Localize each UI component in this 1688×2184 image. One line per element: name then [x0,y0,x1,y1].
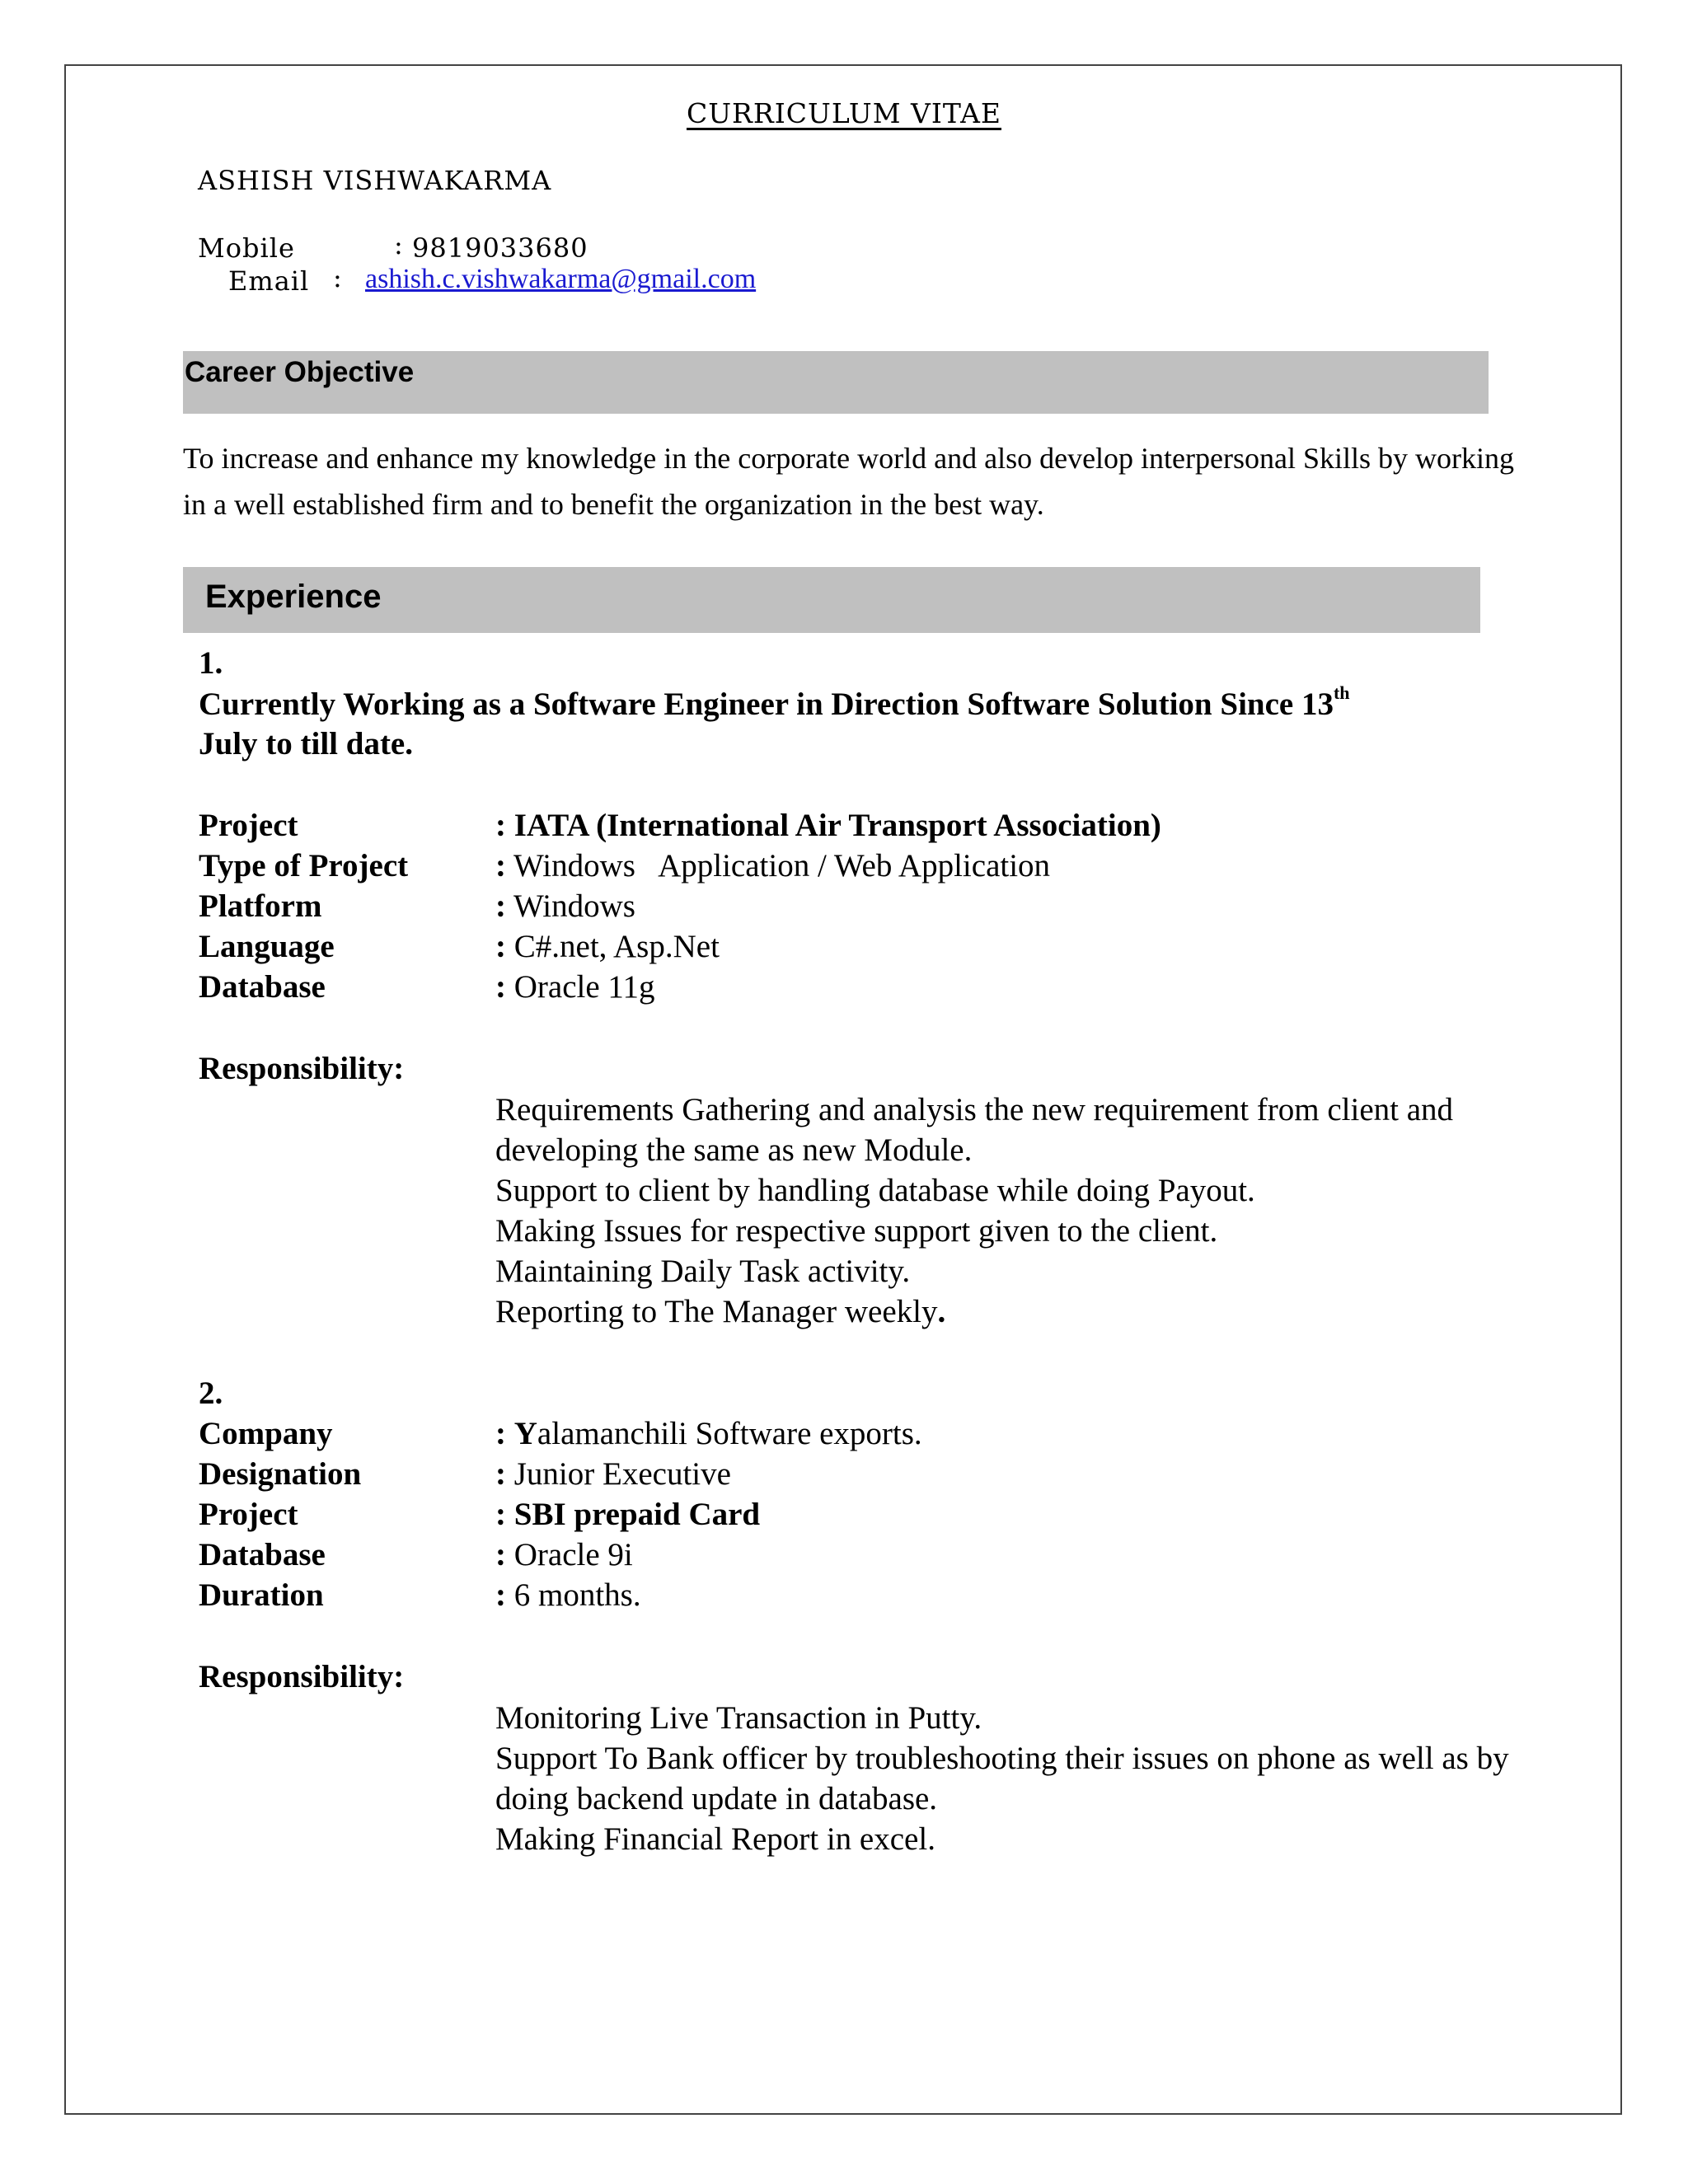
responsibility-item: Making Financial Report in excel. [495,1821,935,1857]
email-separator: : [333,262,343,293]
job1-language-value [495,928,720,965]
job2-duration-label: Duration [199,1577,324,1613]
responsibility-item: Support to client by handling database while doing Payout. [495,1173,1255,1208]
job2-company-value [495,1415,922,1452]
job1-database-value [495,968,654,1005]
job1-responsibility-label: Responsibility: [199,1051,405,1086]
field-colon: : [495,969,506,1005]
field-colon: : [495,929,506,964]
career-objective-header-bar [183,351,1489,414]
job2-responsibility-label: Responsibility: [199,1659,405,1694]
responsibility-item: developing the same as new Module. [495,1132,973,1168]
field-value: Windows Application / Web Application [513,848,1051,883]
field-colon: : [495,1537,506,1572]
experience-header-bar [183,567,1480,633]
career-objective-text: To increase and enhance my knowledge in the corporate world and also develop interpersonal Skills by working in a well established firm and to benefit the organization in the best way. [183,442,1515,521]
field-colon: : [495,888,506,924]
field-value: alamanchili Software exports. [537,1416,922,1451]
field-value: SBI prepaid Card [513,1497,761,1532]
job2-duration-value [495,1577,641,1614]
job1-project-label: Project [199,808,298,843]
job2-designation-label: Designation [199,1456,362,1492]
document-title: CURRICULUM VITAE [686,97,1002,129]
field-colon: : [495,1456,506,1492]
field-colon: : [495,848,506,883]
email-link[interactable]: ashish.c.vishwakarma@gmail.com [365,264,757,294]
job1-platform-label: Platform [199,888,322,924]
job1-intro-superscript: th [1333,682,1350,703]
job1-project-value [495,807,1161,844]
field-colon: : [495,808,506,843]
mobile-separator: : [394,229,404,260]
job2-database-value [495,1536,633,1573]
job1-type-value [495,847,1050,884]
job1-language-label: Language [199,929,335,964]
job1-number: 1. [199,645,223,681]
job1-intro-line1 [199,682,1350,723]
responsibility-item: Maintaining Daily Task activity. [495,1254,911,1289]
job2-company-label: Company [199,1416,333,1451]
job1-database-label: Database [199,969,326,1005]
responsibility-item: Support To Bank officer by troubleshooting their issues on phone as well as by [495,1741,1509,1776]
candidate-name: ASHISH VISHWAKARMA [198,165,552,196]
job2-project-value [495,1496,760,1533]
mobile-value: 9819033680 [412,232,588,264]
career-objective-heading: Career Objective [185,356,415,388]
responsibility-item [495,1291,1453,1332]
job2-responsibility-list [495,1698,1509,1859]
responsibility-period: . [937,1294,946,1329]
field-value: Junior Executive [513,1456,731,1492]
experience-heading: Experience [205,579,382,615]
job2-number: 2. [199,1376,223,1411]
job1-responsibility-list [495,1090,1453,1332]
job1-platform-value [495,888,635,925]
field-value: Oracle 11g [513,969,655,1005]
job1-intro-line2: July to till date. [199,726,413,762]
email-label: Email [228,265,310,297]
responsibility-item: doing backend update in database. [495,1781,938,1816]
job1-intro-text: Currently Working as a Software Engineer in Direction Software Solution Since 13 [199,687,1334,722]
job2-database-label: Database [199,1537,326,1572]
mobile-label: Mobile [198,232,295,264]
field-colon: : [495,1416,506,1451]
field-value: IATA (International Air Transport Association) [513,808,1161,843]
responsibility-item: Monitoring Live Transaction in Putty. [495,1700,982,1736]
field-colon: : [495,1577,506,1613]
field-value: Windows [513,888,635,924]
responsibility-item: Requirements Gathering and analysis the new requirement from client and [495,1092,1454,1127]
field-value-initial: Y [513,1416,537,1451]
field-value: C#.net, Asp.Net [513,929,720,964]
job2-designation-value [495,1455,731,1493]
job2-project-label: Project [199,1497,298,1532]
field-value: 6 months. [513,1577,641,1613]
responsibility-text: Reporting to The Manager weekly [495,1294,938,1329]
field-value: Oracle 9i [513,1537,633,1572]
field-colon: : [495,1497,506,1532]
responsibility-item: Making Issues for respective support given to the client. [495,1213,1218,1249]
job1-type-label: Type of Project [199,848,409,883]
